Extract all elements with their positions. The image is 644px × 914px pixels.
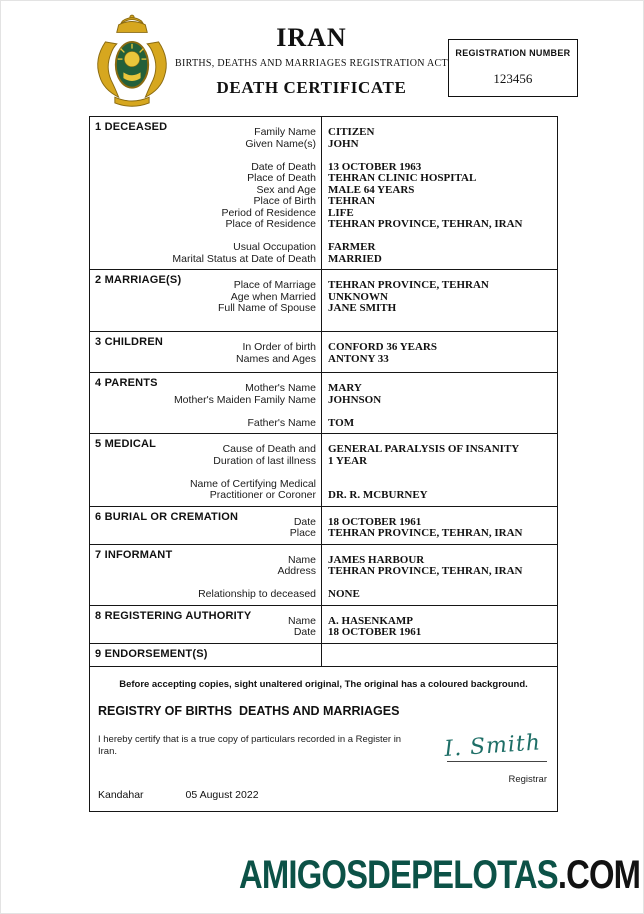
field-label: Cause of Death and [222,443,316,455]
value-column [322,117,557,269]
field-value: TEHRAN PROVINCE, TEHRAN [328,279,489,291]
value-column [322,606,557,643]
field-value: MALE 64 YEARS [328,183,415,196]
section-registering-authority [90,606,557,644]
copy-notice: Before accepting copies, sight unaltered original, The original has a coloured background. [119,678,528,690]
field-value: 1 YEAR [328,454,368,467]
field-value: 18 OCTOBER 1961 [328,626,422,638]
field-value [328,406,557,418]
field-value: TOM [328,416,355,429]
field-label: Marital Status at Date of Death [172,252,316,265]
registration-number-value: 123456 [493,71,533,86]
field-value: 18 OCTOBER 1961 [328,515,422,528]
field-value: JANE SMITH [328,302,397,314]
field-label: Full Name of Spouse [217,302,316,314]
country-title: IRAN [276,23,347,52]
field-value: LIFE [328,206,354,219]
watermark-brand: AMIGOSDEPELOTAS [238,853,558,897]
section-marriages [90,270,557,332]
section-title: 1 DECEASED [95,121,168,133]
field-label: Names and Ages [236,352,316,365]
field-value: A. HASENKAMP [328,614,413,627]
value-column [322,545,557,605]
issue-date: 05 August 2022 [185,788,259,801]
field-label [90,406,316,418]
field-label: Name [287,553,316,566]
field-value: UNKNOWN [328,290,388,303]
registration-number-box [448,39,578,97]
field-value: CITIZEN [328,126,375,138]
section-informant [90,545,557,606]
section-endorsements [90,644,557,667]
section-parents [90,373,557,434]
value-column [322,644,557,666]
field-label: Practitioner or Coroner [209,489,316,501]
certificate-table [89,116,558,812]
field-label: Place of Residence [225,218,316,230]
iran-coat-of-arms-icon [92,13,172,109]
field-value: NONE [328,588,360,600]
field-value [328,150,557,162]
field-label: Mother's Name [245,382,316,394]
act-line: BIRTHS, DEATHS AND MARRIAGES REGISTRATION ACT [175,58,448,69]
value-column [322,507,557,544]
field-label: Relationship to deceased [198,588,316,600]
field-value [328,578,557,590]
field-label: Place [289,527,316,539]
field-label: Mother's Maiden Family Name [173,393,316,406]
value-column [322,270,557,331]
section-title: 3 CHILDREN [95,336,164,348]
field-value: TEHRAN CLINIC HOSPITAL [328,172,477,184]
section-children [90,332,557,373]
value-column [322,332,557,372]
field-label: Place of Marriage [233,279,316,291]
field-label: Place of Death [247,172,316,184]
field-label: Name of Certifying Medical [189,477,316,490]
place-of-issue: Kandahar [98,788,144,801]
label-column [90,373,322,433]
label-column [90,507,322,544]
registrar-label: Registrar [508,773,547,785]
watermark-suffix: .COM [557,853,640,897]
field-value: TEHRAN PROVINCE, TEHRAN, IRAN [328,527,523,539]
field-value: GENERAL PARALYSIS OF INSANITY [328,443,520,455]
section-title: 6 BURIAL OR CREMATION [95,510,239,523]
label-column [90,270,322,331]
iran-coat-of-arms-emblem [89,9,175,114]
label-column [90,644,322,666]
field-label: Duration of last illness [213,454,316,467]
field-label: Sex and Age [256,183,316,196]
field-value: TEHRAN [328,195,376,207]
field-value: TEHRAN PROVINCE, TEHRAN, IRAN [328,218,523,230]
label-column [90,606,322,643]
certify-text: I hereby certify that is a true copy of particulars recorded in a Register in Iran. [98,733,402,757]
label-column [90,332,322,372]
field-value: FARMER [328,241,376,253]
field-label: Name [287,614,316,627]
field-label: Date [293,626,316,638]
document-title: DEATH CERTIFICATE [216,78,407,97]
field-label: Given Name(s) [245,137,316,150]
signature-block [429,729,549,785]
section-title: 5 MEDICAL [95,438,157,450]
field-value: DR. R. MCBURNEY [328,489,428,501]
field-value: MARY [328,382,362,394]
field-value [328,467,557,479]
label-column [90,117,322,269]
field-value: 13 OCTOBER 1963 [328,160,422,173]
title-block [175,9,448,98]
section-deceased [90,117,557,270]
site-watermark [239,853,640,898]
field-label: Period of Residence [221,206,316,219]
field-value: JAMES HARBOUR [328,553,425,566]
field-value: ANTONY 33 [328,352,389,365]
field-value: JOHN [328,137,359,150]
registration-number-label: REGISTRATION NUMBER [455,48,571,58]
certificate-footer [90,667,557,811]
field-label: Age when Married [230,290,316,303]
section-medical [90,434,557,507]
registrar-signature: I. Smith [443,729,542,762]
section-title: 9 ENDORSEMENT(S) [95,647,208,660]
field-label [90,467,316,479]
field-label: Address [277,565,316,577]
field-label: Usual Occupation [233,241,316,253]
section-burial-or-cremation [90,507,557,545]
field-label: Date of Death [251,160,316,173]
field-value: TEHRAN PROVINCE, TEHRAN, IRAN [328,565,523,577]
registry-title: REGISTRY OF BIRTHS DEATHS AND MARRIAGES [98,703,400,718]
value-column [322,434,557,506]
field-value: CONFORD 36 YEARS [328,341,437,353]
section-title: 4 PARENTS [95,377,158,389]
section-title: 7 INFORMANT [95,548,173,561]
value-column [322,373,557,433]
label-column [90,545,322,605]
certificate-header [89,9,571,114]
field-label: Date [293,515,316,528]
section-title: 2 MARRIAGE(S) [95,274,182,286]
field-label: In Order of birth [242,341,316,353]
field-label: Place of Birth [253,195,316,207]
field-label: Father's Name [247,416,316,429]
field-value: JOHNSON [328,393,382,406]
section-title: 8 REGISTERING AUTHORITY [95,609,252,622]
field-label [90,150,316,162]
field-value: MARRIED [328,252,382,265]
label-column [90,434,322,506]
field-label: Family Name [254,126,316,138]
